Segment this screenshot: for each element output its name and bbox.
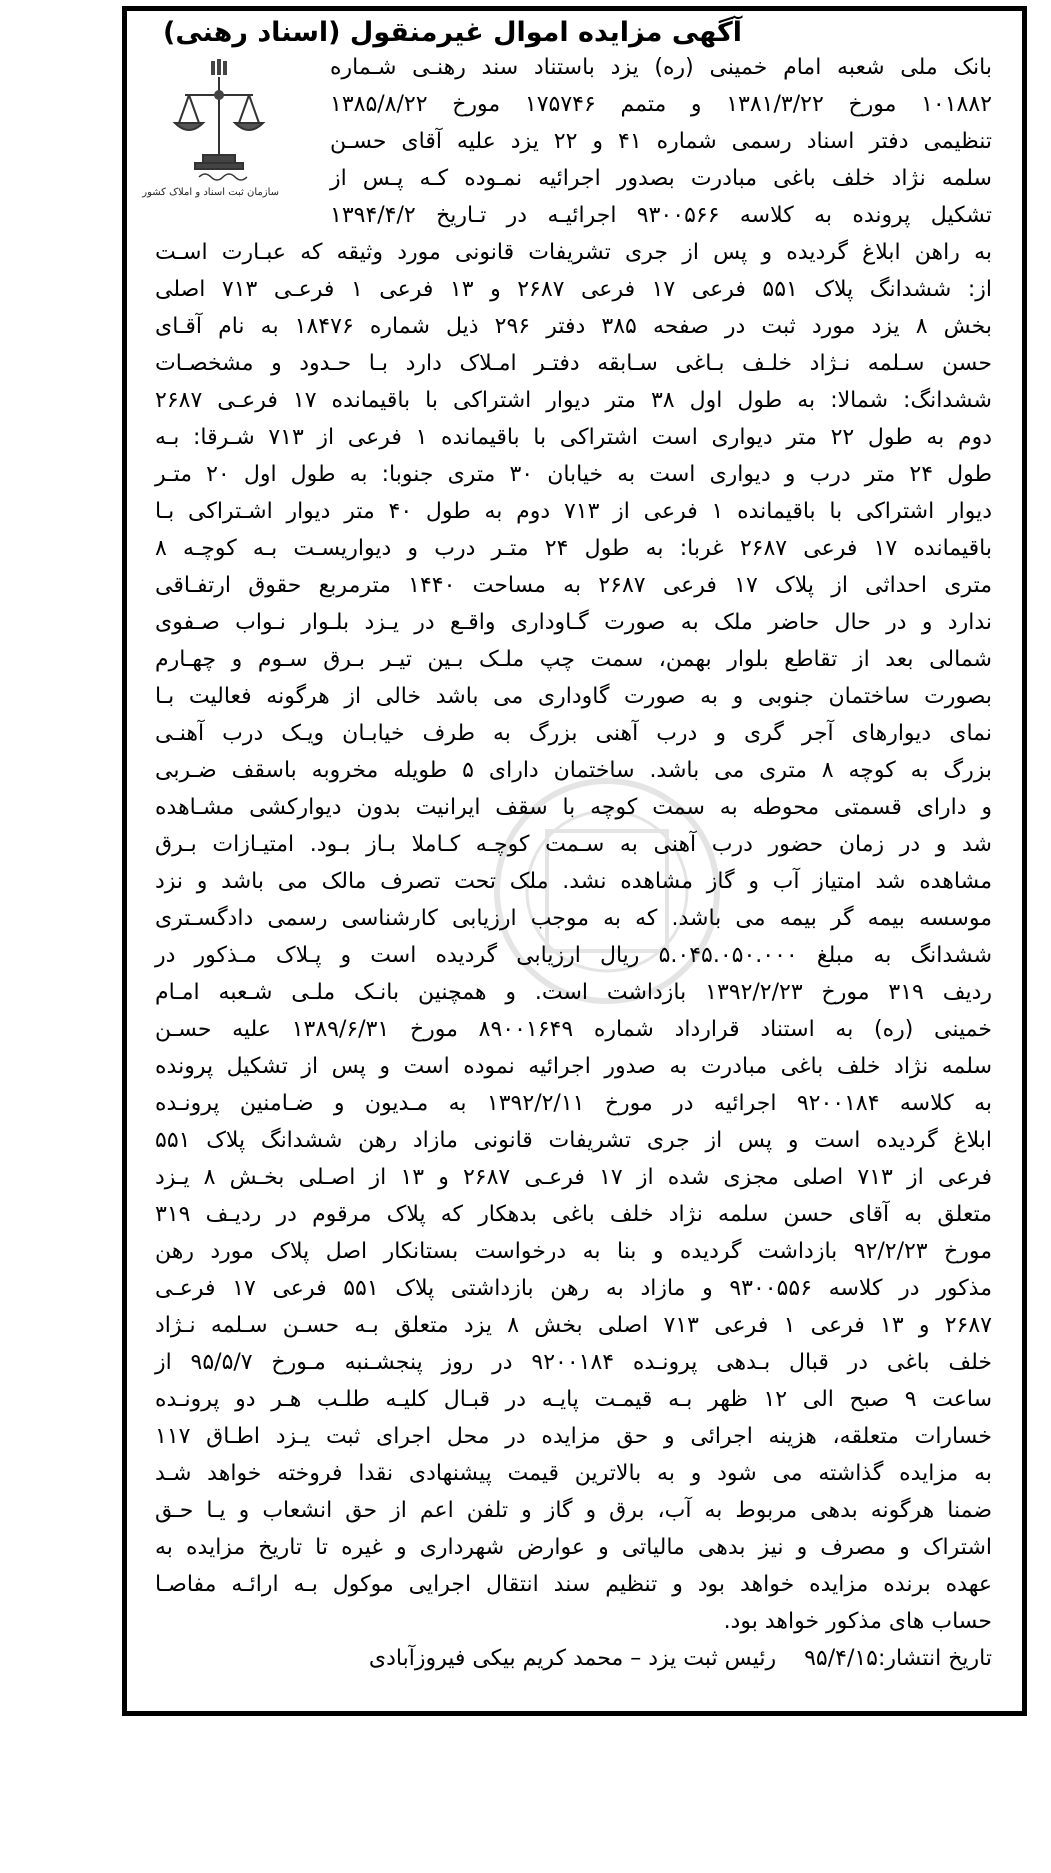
text-line: بزرگ به کوچه ۸ متری می باشد. ساختمان دارای ۵ طویله مخروبه باسقف ضـربی xyxy=(155,758,992,783)
judiciary-emblem xyxy=(142,57,279,207)
text-line: ابلاغ گردیده است و پس از جری تشریفات قانونی مازاد رهن ششدانگ پلاک ۵۵۱ xyxy=(155,1128,992,1153)
text-line: نمای دیوارهای آجر گری و درب آهنی بزرگ به طرف خیابـان ویـک درب آهنـی xyxy=(155,721,992,746)
emblem-caption: سازمان ثبت اسناد و املاک کشور xyxy=(142,187,279,198)
text-line: متری احداثی از پلاک ۱۷ فرعی ۲۶۸۷ به مساحت ۱۴۴۰ مترمربع حقوق ارتفـاقی xyxy=(155,573,993,598)
text-line: به راهن ابلاغ گردیده و پس از جری تشریفات قانونی مورد وثیقه که عبـارت اسـت xyxy=(155,240,992,265)
text-line: فرعی از ۷۱۳ اصلی مجزی شده از ۱۷ فرعـی ۲۶۸۷ و ۱۳ از اصـلی بخـش ۸ یـزد xyxy=(155,1165,993,1190)
text-line: شمالی بعد از تقاطع بلوار بهمن، سمت چپ ملـک بـین تیـر بـرق سـوم و چهـارم xyxy=(155,647,992,672)
text-line: از: ششدانگ پلاک ۵۵۱ فرعی ۱۷ فرعی ۲۶۸۷ و ۱۳ فرعی ۱ فرعـی ۷۱۳ اصلی xyxy=(155,277,992,302)
auction-notice xyxy=(122,6,1027,1716)
text-line: ساعت ۹ صبح الی ۱۲ ظهر بـه قیمـت پایـه در قبـال کلیـه طلـب هـر دو پرونـده xyxy=(155,1387,993,1412)
text-line: مذکور در کلاسه ۹۳۰۰۵۵۶ و مازاد به رهن بازداشتی پلاک ۵۵۱ فرعی ۱۷ فرعـی xyxy=(155,1276,992,1301)
text-line: به مزایده گذاشته می شود و به بالاترین قیمت پیشنهادی نقدا فروخته خواهد شـد xyxy=(155,1461,992,1486)
text-line: تشکیل پرونده به کلاسه ۹۳۰۰۵۶۶ اجرائیـه در تـاریخ ۱۳۹۴/۴/۲ xyxy=(330,203,992,228)
text-line: دوم به طول ۲۲ متر دیواری است اشتراکی با باقیمانده ۱ فرعی از ۷۱۳ شـرقا: بـه xyxy=(155,425,992,450)
notice-footer xyxy=(155,1640,992,1677)
text-line: ۲۶۸۷ و ۱۳ فرعی ۱ فرعی ۷۱۳ اصلی بخش ۸ یزد متعلق بـه حسـن سـلمه نـژاد xyxy=(155,1313,992,1338)
text-line: به کلاسه ۹۲۰۰۱۸۴ اجرائیه در مورخ ۱۳۹۲/۲/۱۱ به مـدیون و ضـامنین پرونـده xyxy=(155,1091,992,1116)
text-line: بانک ملی شعبه امام خمینی (ره) یزد باستناد سند رهنـی شـماره xyxy=(330,55,992,80)
text-line: طول ۲۴ متر درب و دیواری است به خیابان ۳۰ متری جنوبا: به طول اول ۲۰ متـر xyxy=(155,462,993,487)
text-line: دیوار اشتراکی با باقیمانده ۱ فرعی از ۷۱۳ دوم به طول ۴۰ متر دیوار اشـتراکی بـا xyxy=(155,499,992,524)
text-line: ششدانگ: شمالا: به طول اول ۳۸ متر دیوار اشتراکی با باقیمانده ۱۷ فرعـی ۲۶۸۷ xyxy=(155,388,992,413)
text-line: حساب های مذکور خواهد بود. xyxy=(723,1609,992,1634)
text-line: بخش ۸ یزد مورد ثبت در صفحه ۳۸۵ دفتر ۲۹۶ ذیل شماره ۱۸۴۷۶ به نام آقـای xyxy=(155,314,992,339)
text-line: سلمه نژاد خلف باغی مبادرت بصدور اجرائیه نمـوده کـه پـس از xyxy=(330,166,992,191)
text-line: ضمنا هرگونه بدهی مربوط به آب، برق و گاز و تلفن اعم از حق انشعاب و یـا حـق xyxy=(155,1498,992,1523)
text-line: مشاهده شد امتیاز آب و گاز مشاهده نشد. ملک تحت تصرف مالک می باشد و نزد xyxy=(155,869,992,894)
signature: رئیس ثبت یزد – محمد کریم بیکی فیروزآبادی xyxy=(368,1646,777,1671)
text-line: اشتراک و مصرف و نیز بدهی مالیاتی و عوارض شهرداری و غیره تا تاریخ مزایده به xyxy=(155,1535,992,1560)
text-line: خلف باغی در قبال بـدهی پرونـده ۹۲۰۰۱۸۴ در روز پنجشـنبه مـورخ ۹۵/۵/۷ از xyxy=(155,1350,992,1375)
text-line: بصورت ساختمان جنوبی و به صورت گاوداری می باشد خالی از هرگونه فعالیت بـا xyxy=(155,684,992,709)
text-line: حسن سـلمه نـژاد خلـف بـاغی سـابقه دفتـر امـلاک دارد بـا حـدود و مشخصـات xyxy=(155,351,992,376)
text-line: ندارد و در حال حاضر ملک به صورت گـاوداری واقـع در یـزد بلـوار نـواب صـفوی xyxy=(155,610,992,635)
text-line: باقیمانده ۱۷ فرعی ۲۶۸۷ غربا: به طول ۲۴ متـر درب و دیواریسـت بـه کوچـه ۸ xyxy=(155,536,993,561)
text-line: خسارات متعلقه، هزینه اجرائی و حق مزایده در محل اجرای ثبت یـزد اطـاق ۱۱۷ xyxy=(155,1424,992,1449)
text-line: تنظیمی دفتر اسناد رسمی شماره ۴۱ و ۲۲ یزد علیه آقای حسـن xyxy=(330,129,992,154)
text-line: ۱۰۱۸۸۲ مورخ ۱۳۸۱/۳/۲۲ و متمم ۱۷۵۷۴۶ مورخ ۱۳۸۵/۸/۲۲ xyxy=(330,92,992,117)
text-line: متعلق به آقای حسن سلمه نژاد خلف باغی بدهکار که پلاک مرقوم در ردیـف ۳۱۹ xyxy=(155,1202,992,1227)
text-line: و دارای قسمتی محوطه به سمت کوچه با سقف ایرانیت بدون دیوارکشی مشـاهده xyxy=(155,795,992,820)
text-line: سلمه نژاد خلف باغی مبادرت به صدور اجرائیه نموده است و پس از تشکیل پرونده xyxy=(155,1054,992,1079)
notice-title: آگهی مزایده اموال غیرمنقول (اسناد رهنی) xyxy=(162,17,742,48)
notice-body xyxy=(155,234,992,1640)
publish-date: تاریخ انتشار:۹۵/۴/۱۵ xyxy=(804,1646,992,1671)
text-line: مورخ ۹۲/۲/۲۳ بازداشت گردیده و بنا به درخواست بستانکار اصل پلاک مورد رهن xyxy=(155,1239,992,1264)
text-line: ردیف ۳۱۹ مورخ ۱۳۹۲/۲/۲۳ بازداشت است. و همچنین بانـک ملـی شـعبه امـام xyxy=(155,980,993,1005)
text-line: خمینی (ره) به استناد قرارداد شماره ۸۹۰۰۱۶۴۹ مورخ ۱۳۸۹/۶/۳۱ علیه حسـن xyxy=(155,1017,992,1042)
text-line: شد و در زمان حضور درب آهنی به سـمت کوچـه کـاملا بـاز بـود. امتیـازات بـرق xyxy=(155,832,992,857)
text-line: عهده برنده مزایده خواهد بود و تنظیم سند انتقال اجرایی موکول بـه ارائـه مفاصـا xyxy=(155,1572,992,1597)
intro-paragraph xyxy=(330,49,992,234)
text-line: ششدانگ به مبلغ ۵.۰۴۵.۰۵۰.۰۰۰ ریال ارزیابی گردیده است و پـلاک مـذکور در xyxy=(155,943,992,968)
text-line: موسسه بیمه گر بیمه می باشد. که به موجب ارزیابی کارشناسی رسمی دادگسـتری xyxy=(155,906,992,931)
scales-of-justice-icon xyxy=(159,57,279,185)
